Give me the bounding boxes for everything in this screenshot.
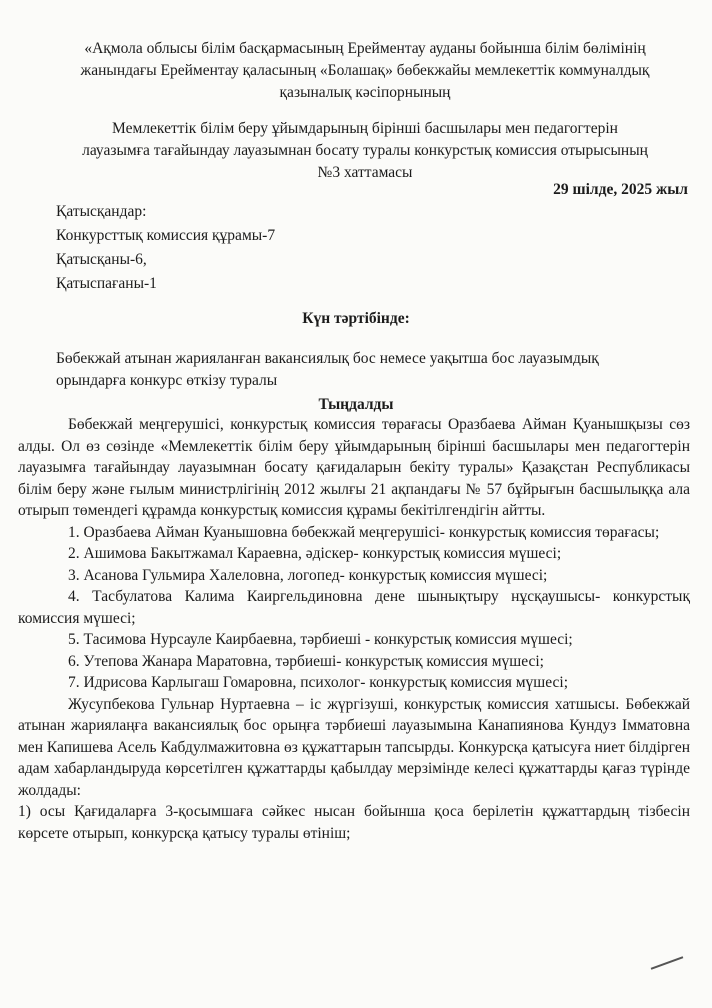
requirement-item: 1) осы Қағидаларға 3-қосымшаға сәйкес нысан бойынша қоса берілетін құжаттардың тізбесін көрсете отырып, конкурсқа қатысу туралы өтініш; [18,803,690,842]
member-item: 3. Асанова Гульмира Халеловна, логопед- конкурстық комиссия мүшесі; [68,566,548,584]
member-item: 4. Тасбулатова Калима Каиргельдиновна дене шынықтыру нұсқаушысы- конкурстық комиссия мүшесі; [18,588,690,627]
chair-speech-paragraph: Бөбекжай меңгерушісі, конкурстық комиссия төрағасы Оразбаева Айман Қуанышқызы сөз алды. Ол өз сөзінде «Мемлекеттік білім беру ұйымдарының бірінші басшылары мен педагогтерін лауазымға тағайындау лауазымнан босату қағидаларын бекіту туралы» Қазақстан Республикасы білім беру және ғылым министрлігінің 2012 жылғы 21 ақпандағы № 57 бұйрығын басшылыққа ала отырып төмендегі құрамда конкурстық комиссия құрамы бекітілгендігін айтты. [18,416,690,519]
absent-count: Қатыспағаны-1 [56,275,157,292]
organization-header [40,38,690,104]
header-line-3: қазыналық кәсіпорнының [279,84,451,101]
protocol-title-line-1: Мемлекеттік білім беру ұйымдарының бірінші басшылары мен педагогтерін [112,120,618,137]
member-item: 2. Ашимова Бакытжамал Караевна, әдіскер- конкурстық комиссия мүшесі; [68,545,562,562]
member-item: 5. Тасимова Нурсауле Каирбаевна, тәрбиеші - конкурстық комиссия мүшесі; [68,631,573,648]
protocol-date: 29 шілде, 2025 жыл [553,181,688,198]
secretary-paragraph: Жусупбекова Гульнар Нуртаевна – іс жүргізуші, конкурстық комиссия хатшысы. Бөбекжай атынан жариялаңға вакансиялық бос орыңға тәрбиеші лауазымына Канапиянова Кундуз Імматовна мен Капишева Асель Кабдулмажитовна өз құжаттарын тапсырды. Конкурсқа қатысуға ниет білдірген адам хабарландыруда көрсетілген құжаттарды қабылдау мерзімінде келесі құжаттарды қағаз түрінде жолдады: [18,695,690,799]
protocol-body [18,414,690,844]
agenda-text: Бөбекжай атынан жарияланған вакансиялық бос немесе уақытша бос лауазымдық орындарға конкурс өткізу туралы [56,350,599,389]
protocol-title-line-2: лауазымға тағайындау лауазымнан босату туралы конкурстық комиссия отырысының [82,142,648,159]
attendance-block [56,200,275,296]
member-item: 6. Утепова Жанара Маратовна, тәрбиеші- конкурстық комиссия мүшесі; [68,652,544,670]
header-line-2: жанындағы Ерейментау қаласының «Болашақ» бөбекжайы мемлекеттік коммуналдық [80,62,650,79]
heard-title: Тыңдалды [318,396,394,413]
header-line-1: «Ақмола облысы білім басқармасының Ерейментау ауданы бойынша білім бөлімінің [84,40,646,57]
present-count: Қатысқаны-6, [56,251,147,268]
protocol-title-line-3: №3 хаттамасы [317,164,413,181]
protocol-title [40,118,690,184]
member-item: 1. Оразбаева Айман Куанышовна бөбекжай меңгерушісі- конкурстық комиссия төрағасы; [68,523,660,541]
commission-size: Конкурсттық комиссия құрамы-7 [56,227,276,244]
pen-mark [651,956,684,970]
attendance-heading: Қатысқандар: [56,203,147,220]
agenda-title: Күн тәртібінде: [302,310,410,327]
member-item: 7. Идрисова Карлыгаш Гомаровна, психолог- конкурстық комиссия мүшесі; [68,674,568,691]
